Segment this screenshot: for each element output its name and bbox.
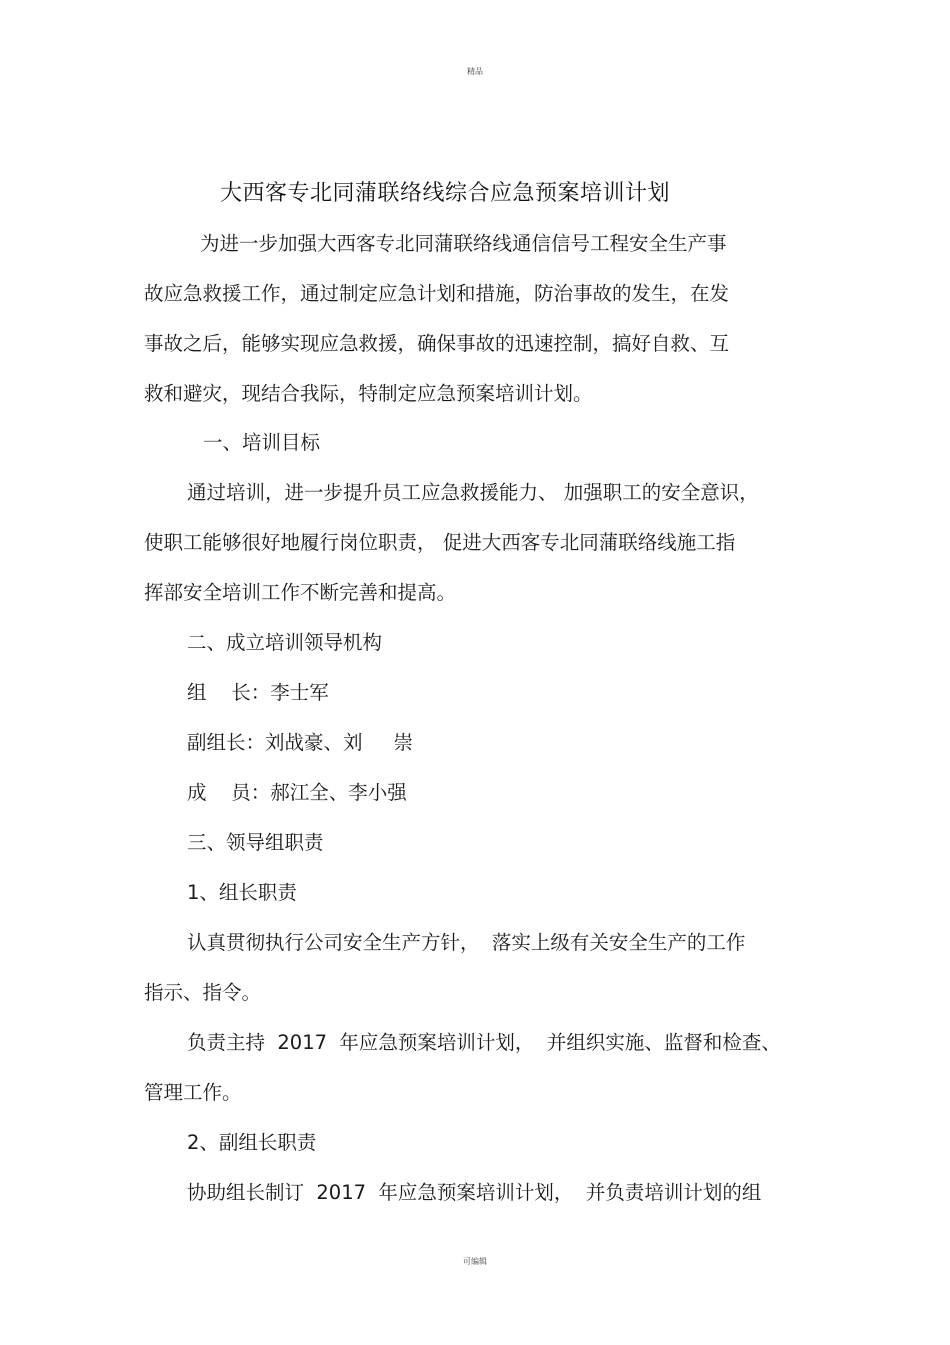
paragraph-line: 事故之后，能够实现应急救援，确保事故的迅速控制，搞好自救、互 bbox=[144, 332, 730, 355]
paragraph-line: 使职工能够很好地履行岗位职责， 促进大西客专北同蒲联络线施工指 bbox=[144, 531, 736, 554]
section-heading: 三、领导组职责 bbox=[187, 831, 324, 854]
paragraph-line: 认真贯彻执行公司安全生产方针， 落实上级有关安全生产的工作 bbox=[187, 931, 746, 954]
paragraph-line: 协助组长制订 2017 年应急预案培训计划， 并负责培训计划的组 bbox=[187, 1181, 762, 1204]
paragraph-line: 故应急救援工作，通过制定应急计划和措施，防治事故的发生，在发 bbox=[144, 282, 730, 305]
document-title: 大西客专北同蒲联络线综合应急预案培训计划 bbox=[219, 181, 670, 206]
paragraph-line: 为进一步加强大西客专北同蒲联络线通信信号工程安全生产事 bbox=[200, 232, 727, 255]
section-heading: 二、成立培训领导机构 bbox=[187, 631, 383, 654]
paragraph-line: 指示、指令。 bbox=[144, 981, 262, 1004]
subsection-heading: 1、组长职责 bbox=[187, 881, 297, 904]
leader-line: 组 长：李士军 bbox=[187, 681, 329, 704]
paragraph-line: 负责主持 2017 年应急预案培训计划， 并组织实施、监督和检查、 bbox=[187, 1031, 781, 1054]
header-watermark: 精品 bbox=[467, 67, 483, 76]
members-line: 成 员：郝江全、李小强 bbox=[187, 781, 407, 804]
deputy-leader-line: 副组长：刘战豪、刘 崇 bbox=[187, 731, 413, 754]
paragraph-line: 救和避灾，现结合我际，特制定应急预案培训计划。 bbox=[144, 382, 593, 405]
section-heading: 一、培训目标 bbox=[203, 431, 321, 454]
footer-watermark: 可编辑 bbox=[463, 1257, 487, 1266]
paragraph-line: 挥部安全培训工作不断完善和提高。 bbox=[144, 581, 457, 604]
subsection-heading: 2、副组长职责 bbox=[187, 1131, 317, 1154]
paragraph-line: 管理工作。 bbox=[144, 1081, 242, 1104]
paragraph-line: 通过培训，进一步提升员工应急救援能力、 加强职工的安全意识， bbox=[187, 481, 759, 504]
